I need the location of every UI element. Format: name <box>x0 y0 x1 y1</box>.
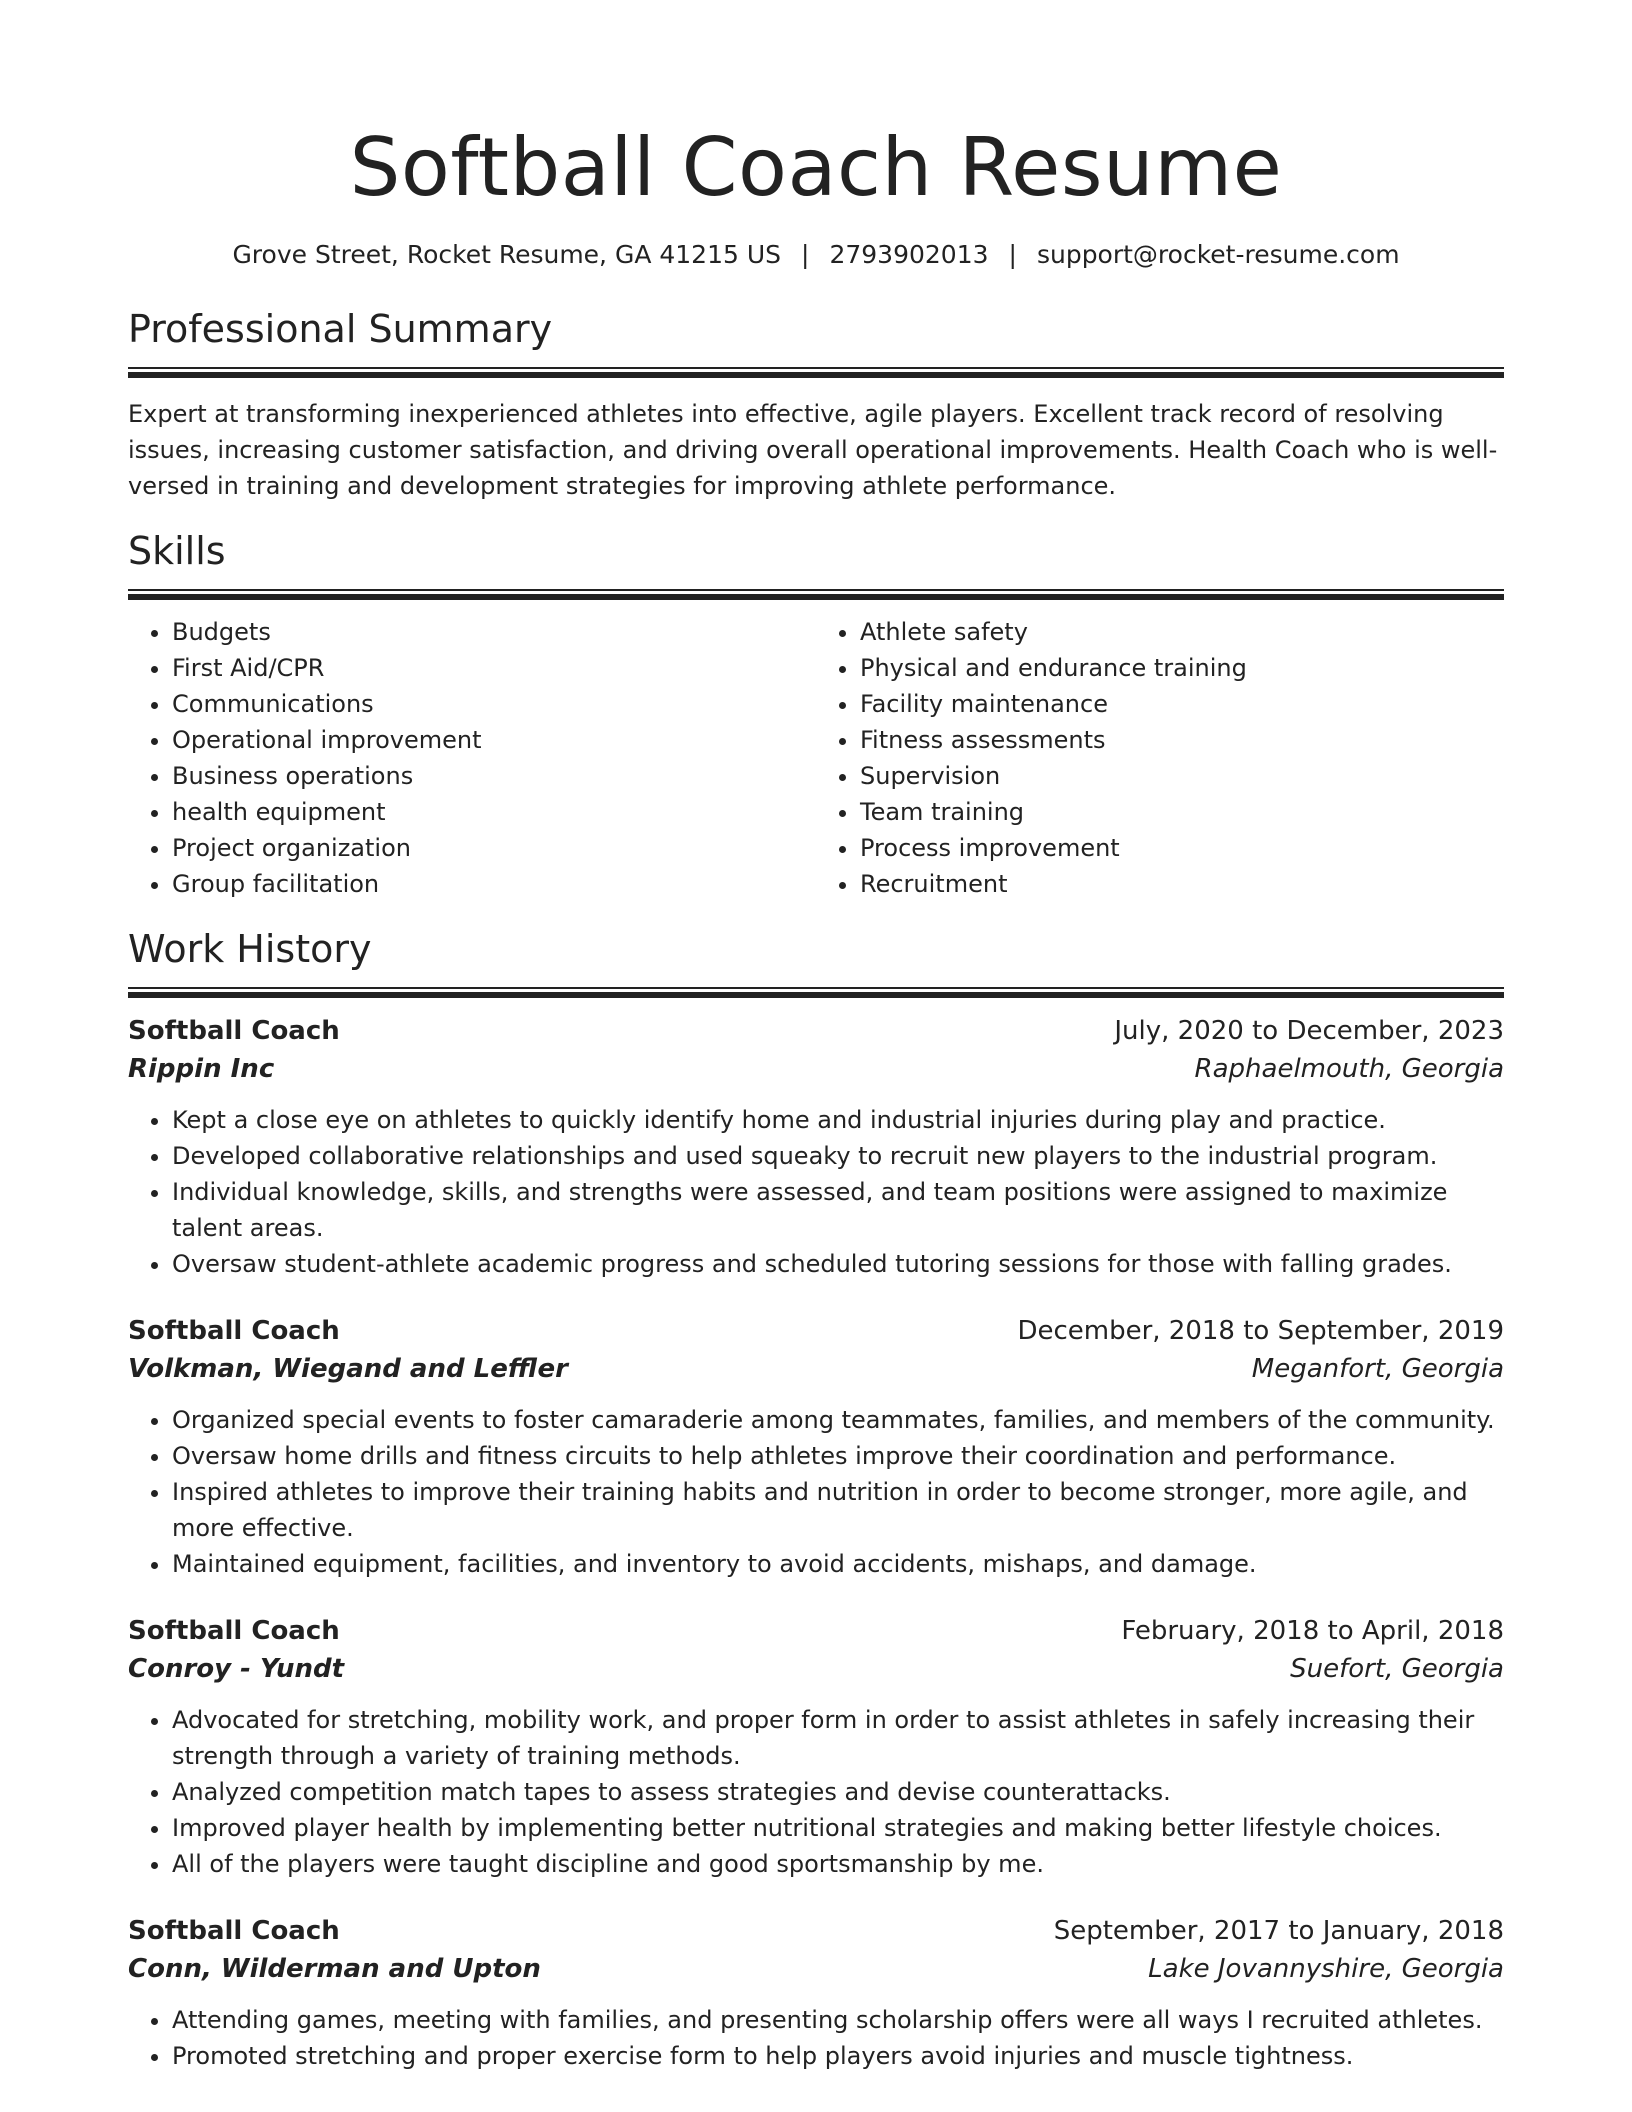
job-title: Softball Coach <box>128 1916 340 1946</box>
job-company: Conn, Wilderman and Upton <box>128 1954 541 1984</box>
skill-item: • Group facilitation <box>172 866 816 902</box>
job-subheader <box>128 1050 1504 1088</box>
job-header <box>128 1912 1504 1950</box>
job-dates: July, 2020 to December, 2023 <box>1114 1016 1504 1046</box>
job-title: Softball Coach <box>128 1016 340 1046</box>
skill-item: • First Aid/CPR <box>172 650 816 686</box>
job-bullet: • Organized special events to foster camaraderie among teammates, families, and members of the community. <box>172 1402 1504 1438</box>
contact-phone: 2793902013 <box>829 240 989 269</box>
job-header <box>128 1012 1504 1050</box>
job-bullet: • Inspired athletes to improve their training habits and nutrition in order to become stronger, more agile, and more effective. <box>172 1474 1504 1546</box>
skills-list-right <box>816 614 1504 902</box>
contact-separator: | <box>801 240 810 269</box>
job-bullet: • Developed collaborative relationships and used squeaky to recruit new players to the industrial program. <box>172 1138 1504 1174</box>
skills-columns <box>128 614 1504 902</box>
job-company: Rippin Inc <box>128 1054 275 1084</box>
skills-list-left <box>128 614 816 902</box>
job-header <box>128 1312 1504 1350</box>
job-entry <box>128 1612 1504 1882</box>
job-bullets <box>128 1702 1504 1882</box>
summary-section <box>128 305 1504 504</box>
skill-item: • Business operations <box>172 758 816 794</box>
job-bullets <box>128 1402 1504 1582</box>
contact-line <box>128 238 1504 272</box>
job-location: Lake Jovannyshire, Georgia <box>1148 1954 1504 1984</box>
contact-separator: | <box>1008 240 1017 269</box>
skill-item: • Operational improvement <box>172 722 816 758</box>
work-history-heading: Work History <box>128 927 372 971</box>
summary-heading: Professional Summary <box>128 307 553 351</box>
job-bullet: • Attending games, meeting with families, and presenting scholarship offers were all ways I recruited athletes. <box>172 2002 1504 2038</box>
work-history-section <box>128 925 1504 2074</box>
skills-heading: Skills <box>128 529 226 573</box>
job-bullet: • Oversaw student-athlete academic progress and scheduled tutoring sessions for those with falling grades. <box>172 1246 1504 1282</box>
resume-title: Softball Coach Resume <box>349 121 1283 214</box>
contact-address: Grove Street, Rocket Resume, GA 41215 US <box>232 240 782 269</box>
job-subheader <box>128 1950 1504 1988</box>
section-divider <box>128 589 1504 600</box>
job-dates: September, 2017 to January, 2018 <box>1053 1916 1504 1946</box>
skill-item: • Budgets <box>172 614 816 650</box>
skill-item: • Project organization <box>172 830 816 866</box>
job-bullet: • Individual knowledge, skills, and strengths were assessed, and team positions were assigned to maximize talent areas. <box>172 1174 1504 1246</box>
skill-item: • Team training <box>860 794 1504 830</box>
job-title: Softball Coach <box>128 1316 340 1346</box>
skill-item: • Process improvement <box>860 830 1504 866</box>
skills-section <box>128 527 1504 902</box>
job-bullets <box>128 1102 1504 1282</box>
job-subheader <box>128 1650 1504 1688</box>
job-dates: December, 2018 to September, 2019 <box>1017 1316 1504 1346</box>
job-header <box>128 1612 1504 1650</box>
job-location: Raphaelmouth, Georgia <box>1194 1054 1504 1084</box>
job-bullet: • Analyzed competition match tapes to assess strategies and devise counterattacks. <box>172 1774 1504 1810</box>
skill-item: • Physical and endurance training <box>860 650 1504 686</box>
job-bullets <box>128 2002 1504 2074</box>
summary-text: Expert at transforming inexperienced athletes into effective, agile players. Excellent track record of resolving issues, increasing customer satisfaction, and driving overall operational improvements. Health Coach who is well-versed in training and development strategies for improving athlete performance. <box>128 400 1498 500</box>
job-bullet: • Kept a close eye on athletes to quickly identify home and industrial injuries during play and practice. <box>172 1102 1504 1138</box>
job-bullet: • Maintained equipment, facilities, and inventory to avoid accidents, mishaps, and damage. <box>172 1546 1504 1582</box>
section-divider <box>128 987 1504 998</box>
job-entry <box>128 1312 1504 1582</box>
skill-item: • Athlete safety <box>860 614 1504 650</box>
job-dates: February, 2018 to April, 2018 <box>1121 1616 1504 1646</box>
job-location: Suefort, Georgia <box>1290 1654 1504 1684</box>
job-entry <box>128 1012 1504 1282</box>
job-bullet: • All of the players were taught discipline and good sportsmanship by me. <box>172 1846 1504 1882</box>
skill-item: • Recruitment <box>860 866 1504 902</box>
contact-email: support@rocket-resume.com <box>1036 240 1400 269</box>
skill-item: • Facility maintenance <box>860 686 1504 722</box>
skill-item: • health equipment <box>172 794 816 830</box>
job-bullet: • Oversaw home drills and fitness circuits to help athletes improve their coordination and performance. <box>172 1438 1504 1474</box>
job-bullet: • Promoted stretching and proper exercise form to help players avoid injuries and muscle tightness. <box>172 2038 1504 2074</box>
skill-item: • Fitness assessments <box>860 722 1504 758</box>
job-bullet: • Improved player health by implementing better nutritional strategies and making better lifestyle choices. <box>172 1810 1504 1846</box>
job-entry <box>128 1912 1504 2074</box>
job-title: Softball Coach <box>128 1616 340 1646</box>
job-company: Conroy - Yundt <box>128 1654 345 1684</box>
skill-item: • Supervision <box>860 758 1504 794</box>
section-divider <box>128 367 1504 378</box>
job-location: Meganfort, Georgia <box>1251 1354 1504 1384</box>
job-company: Volkman, Wiegand and Leffler <box>128 1354 568 1384</box>
skill-item: • Communications <box>172 686 816 722</box>
job-bullet: • Advocated for stretching, mobility work, and proper form in order to assist athletes in safely increasing their strength through a variety of training methods. <box>172 1702 1504 1774</box>
job-subheader <box>128 1350 1504 1388</box>
